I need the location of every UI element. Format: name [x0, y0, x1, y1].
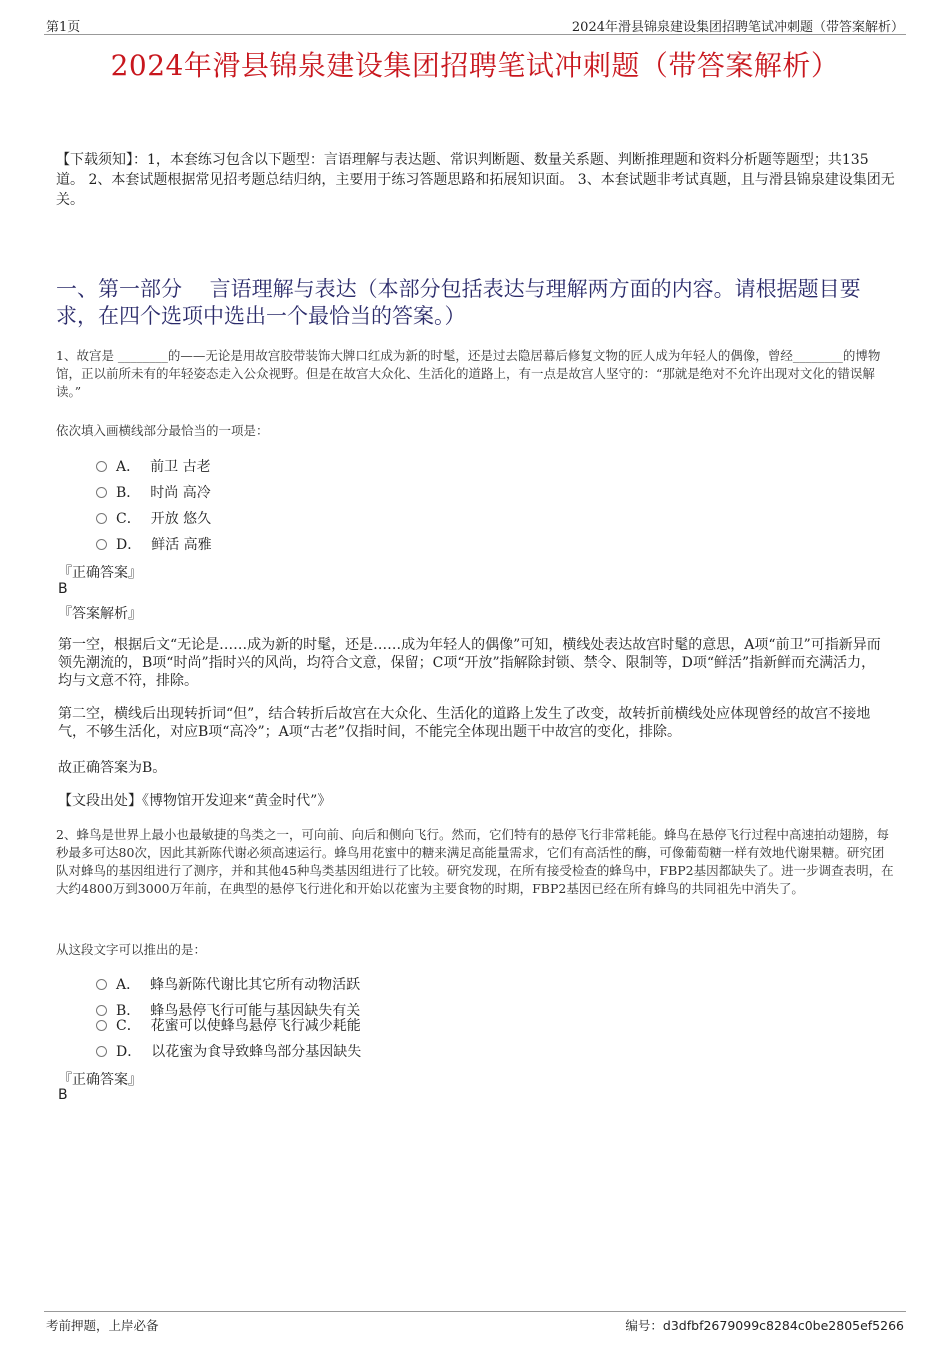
- footer-slogan: 考前押题，上岸必备: [46, 1318, 159, 1333]
- footer-code: [625, 1316, 904, 1334]
- page-number: 第1页: [46, 20, 81, 35]
- question-1-prompt: 依次填入画横线部分最恰当的一项是：: [56, 423, 269, 438]
- question-1-analysis-label: 『答案解析』: [58, 606, 142, 622]
- footer-code-value: d3dfbf2679099c8284c0be2805ef5266: [662, 1318, 904, 1333]
- option-key: B．: [116, 1003, 141, 1019]
- question-1-analysis-paragraph-2: 第二空，横线后出现转折词“但”，结合转折后故宫在大众化、生活化的道路上发生了改变，故转折前横线处应体现曾经的故宫不接地气，不够生活化，对应B项“高冷”；A项“古老”仅指时间，不能完全体现出题干中故宫的变化，排除。: [58, 706, 871, 740]
- option-key: D．: [116, 537, 142, 553]
- option-text: 以花蜜为食导致蜂鸟部分基因缺失: [151, 1044, 362, 1060]
- question-2-answer: B: [58, 1087, 68, 1103]
- download-notice: 【下载须知】：1，本套练习包含以下题型：言语理解与表达题、常识判断题、数量关系题、判断推理题和资料分析题等题型；共135道。 2、本套试题根据常见招考题总结归纳，主要用于练习答题思路和拓展知识面。 3、本套试题非考试真题，且与滑县锦泉建设集团无关。: [56, 152, 895, 208]
- option-text: 花蜜可以使蜂鸟悬停飞行减少耗能: [150, 1018, 361, 1034]
- option-text: 时尚 高冷: [150, 485, 211, 501]
- radio-icon[interactable]: [96, 979, 107, 990]
- question-1-analysis-conclusion: 故正确答案为B。: [58, 760, 167, 776]
- option-text: 开放 悠久: [150, 511, 212, 527]
- question-1-answer-label: 『正确答案』: [58, 565, 142, 581]
- question-2-prompt: 从这段文字可以推出的是：: [56, 942, 207, 957]
- radio-icon[interactable]: [96, 539, 107, 550]
- radio-icon[interactable]: [96, 1005, 107, 1016]
- radio-icon[interactable]: [96, 1046, 107, 1057]
- question-1-analysis-paragraph-1: 第一空，根据后文“无论是……成为新的时髦，还是……成为年轻人的偶像”可知，横线处表达故宫时髦的意思，A项“前卫”可指新异而领先潮流的，B项“时尚”指时兴的风尚，均符合文意，保留；C项“开放”指解除封锁、禁令、限制等，D项“鲜活”指新鲜而充满活力，均与文意不符，排除。: [58, 637, 881, 689]
- question-1-source: 【文段出处】《博物馆开发迎来“黄金时代”》: [58, 793, 332, 809]
- question-1-option-b[interactable]: [96, 482, 211, 502]
- document-title: 2024年滑县锦泉建设集团招聘笔试冲刺题（带答案解析）: [110, 49, 840, 82]
- option-key: A．: [116, 459, 141, 475]
- question-1-option-c[interactable]: [96, 508, 211, 528]
- question-2-option-a[interactable]: [96, 974, 360, 994]
- question-2-option-c[interactable]: [96, 1015, 361, 1035]
- footer-code-label: 编号：: [625, 1318, 663, 1333]
- option-text: 蜂鸟新陈代谢比其它所有动物活跃: [150, 977, 361, 993]
- radio-icon[interactable]: [96, 461, 107, 472]
- option-key: C．: [116, 511, 141, 527]
- question-1-option-d[interactable]: [96, 534, 212, 554]
- page-footer: [44, 1311, 906, 1332]
- section-heading: 一、第一部分 言语理解与表达（本部分包括表达与理解两方面的内容。请根据题目要求，在四个选项中选出一个最恰当的答案。）: [56, 277, 861, 328]
- option-key: B．: [116, 485, 141, 501]
- option-text: 前卫 古老: [150, 459, 211, 475]
- question-1-option-a[interactable]: [96, 456, 211, 476]
- page-header: [44, 14, 906, 35]
- question-2-option-d[interactable]: [96, 1041, 361, 1061]
- option-key: C．: [116, 1018, 141, 1034]
- option-text: 蜂鸟悬停飞行可能与基因缺失有关: [150, 1003, 361, 1019]
- radio-icon[interactable]: [96, 487, 107, 498]
- header-doc-title: 2024年滑县锦泉建设集团招聘笔试冲刺题（带答案解析）: [571, 20, 904, 35]
- option-text: 鲜活 高雅: [151, 537, 212, 553]
- radio-icon[interactable]: [96, 1020, 107, 1031]
- question-2-answer-label: 『正确答案』: [58, 1072, 142, 1088]
- question-1-answer: B: [58, 581, 68, 597]
- radio-icon[interactable]: [96, 513, 107, 524]
- option-key: A．: [116, 977, 141, 993]
- option-key: D．: [116, 1044, 142, 1060]
- question-1-stem: 1、故宫是 ________的——无论是用故宫胶带装饰大牌口红成为新的时髦，还是过去隐居幕后修复文物的匠人成为年轻人的偶像，曾经________的博物馆，正以前所未有的年轻姿态走入公众视野。但是在故宫大众化、生活化的道路上，有一点是故宫人坚守的：“那就是绝对不允许出现对文化的错误解读。”: [56, 348, 881, 399]
- question-2-stem: 2、蜂鸟是世界上最小也最敏捷的鸟类之一，可向前、向后和侧向飞行。然而，它们特有的悬停飞行非常耗能。蜂鸟在悬停飞行过程中高速拍动翅膀，每秒最多可达80次，因此其新陈代谢必须高速运行。蜂鸟用花蜜中的糖来满足高能量需求，它们有高活性的酶，可像葡萄糖一样有效地代谢果糖。研究团队对蜂鸟的基因组进行了测序，并和其他45种鸟类基因组进行了比较。研究发现，在所有接受检查的蜂鸟中，FBP2基因都缺失了。进一步调查表明，在大约4800万到3000万年前，在典型的悬停飞行进化和开始以花蜜为主要食物的时期，FBP2基因已经在所有蜂鸟的共同祖先中消失了。: [56, 827, 894, 896]
